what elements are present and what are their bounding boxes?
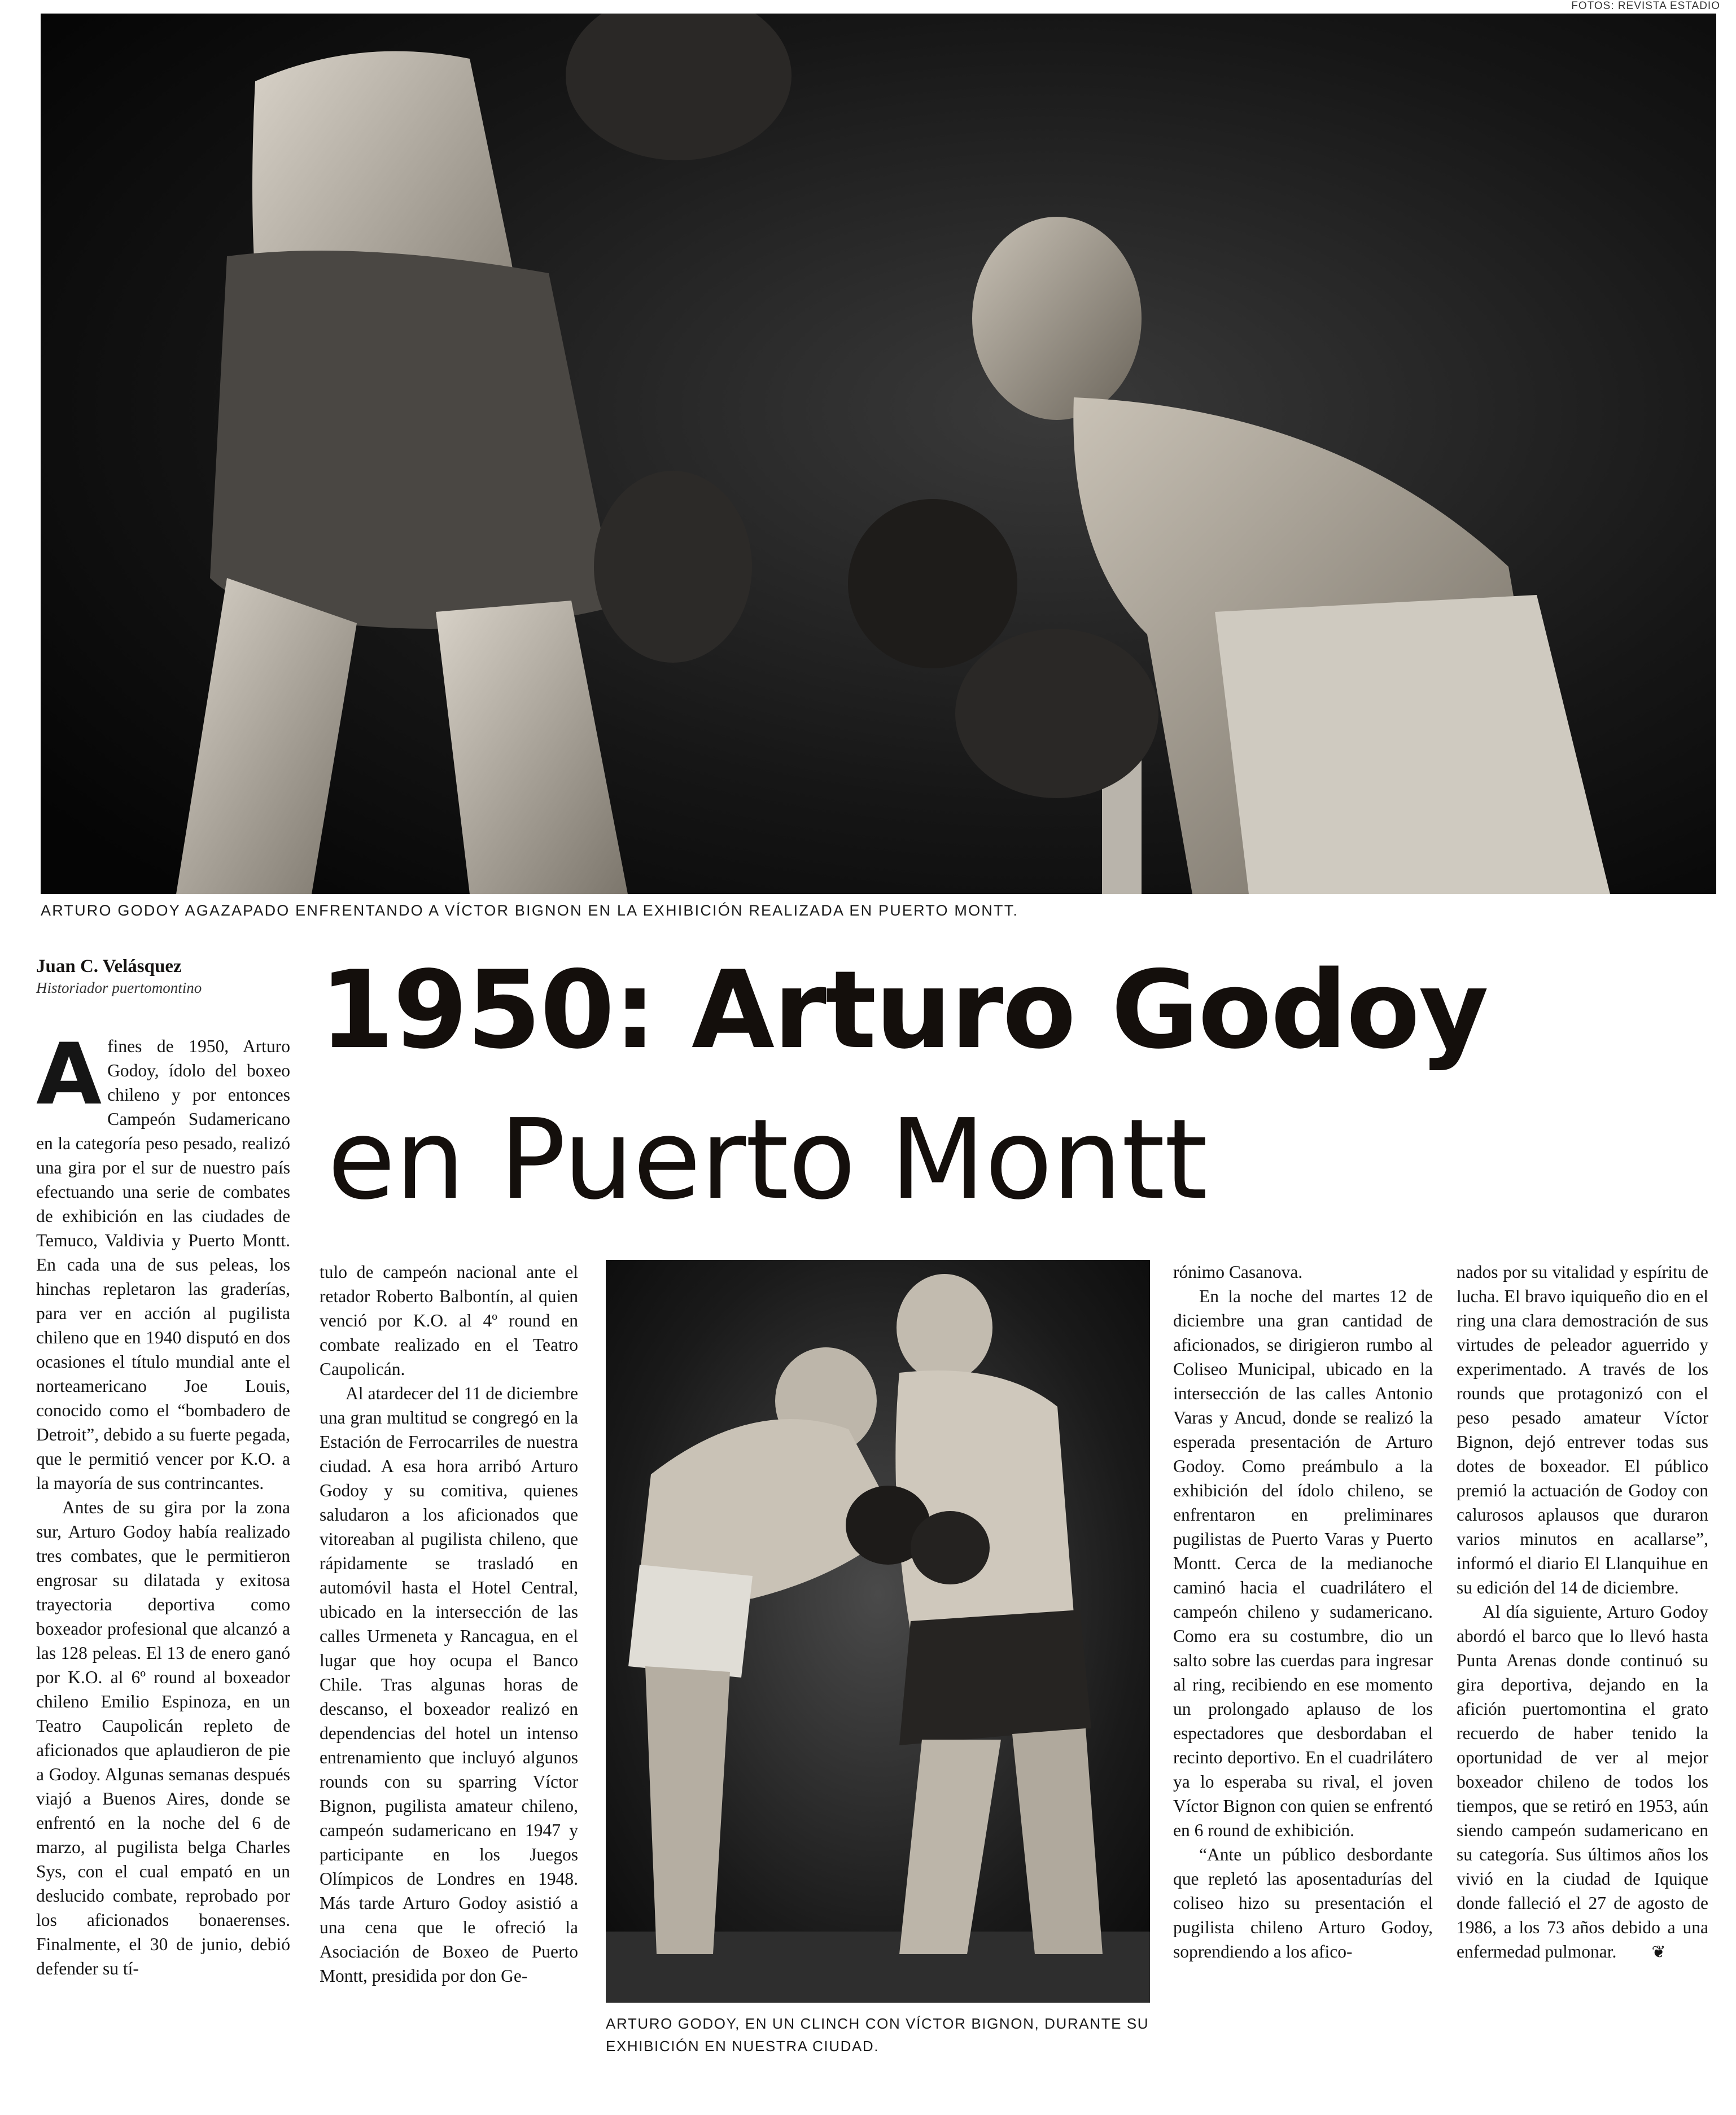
article-paragraph: Afines de 1950, Arturo Godoy, ídolo del boxeo chileno y por entonces Campeón Sudamericano en la categoría peso pesado, realizó una gira por el sur de nuestro país efectuando una serie de combates de exhibición en las ciudades de Temuco, Valdivia y Puerto Montt. En cada una de sus peleas, los hinchas repletaron las graderías, para ver en acción al pugilista chileno que en 1940 disputó en dos ocasiones el título mundial ante el norteamericano Joe Louis, conocido como el “bombadero de Detroit”, debido a su fuerte pegada, que le permitió vencer por K.O. a la mayoría de sus contrincantes. — [36, 1026, 290, 1493]
top-photo-caption: ARTURO GODOY AGAZAPADO ENFRENTANDO A VÍCTOR BIGNON EN LA EXHIBICIÓN REALIZADA EN PUERTO MONTT. — [41, 902, 1019, 919]
drop-cap: A — [36, 1026, 102, 1124]
article-paragraph: Al atardecer del 11 de diciembre una gran multitud se congregó en la Estación de Ferrocarriles de nuestra ciudad. A esa hora arribó Arturo Godoy y su comitiva, quienes saludaron a los aficionados que vitoreaban al pugilista chileno, que rápidamente se trasladó en automóvil hasta el Hotel Central, ubicado en la intersección de las calles Urmeneta y Rancagua, en el lugar que hoy ocupa el Banco Chile. Tras algunas horas de descanso, el boxeador realizó en dependencias del hotel un intenso entrenamiento que incluyó algunos rounds con su sparring Víctor Bignon, pugilista amateur chileno, campeón sudamericano en 1947 y participante en los Juegos Olímpicos de Londres en 1948. Más tarde Arturo Godoy asistió a una cena que le ofreció la Asociación de Boxeo de Puerto Montt, presidida por don Ge- — [320, 1383, 578, 1986]
author-role: Historiador puertomontino — [36, 979, 202, 996]
article-paragraph: tulo de campeón nacional ante el retador Roberto Balbontín, al quien venció por K.O. al 4º round en combate realizado en el Teatro Caupolicán. — [320, 1262, 578, 1379]
end-mark-icon: ❦ — [1651, 1942, 1666, 1962]
article-paragraph: Al día siguiente, Arturo Godoy abordó el barco que lo llevó hasta Punta Arenas donde continuó su gira deportiva, dejando en la afición puertomontina el grato recuerdo de haber tenido la oportunidad de ver al mejor boxeador chileno de todos los tiempos, que se retiró en 1953, aún siendo campeón sudamericano en su categoría. Sus últimos años los vivió en la ciudad de Iquique donde falleció el 27 de agosto de 1986, a los 73 años debido a una enfermedad pulmonar. ❦ — [1457, 1600, 1708, 1964]
byline — [36, 955, 202, 998]
article-column-4 — [1457, 1260, 1708, 1964]
article-column-2 — [320, 1260, 578, 1988]
clinch-photo-caption: ARTURO GODOY, EN UN CLINCH CON VÍCTOR BIGNON, DURANTE SU EXHIBICIÓN EN NUESTRA CIUDAD. — [606, 2015, 1149, 2055]
headline-line-1: 1950: Arturo Godoy — [320, 948, 1488, 1072]
article-paragraph: rónimo Casanova. — [1173, 1262, 1303, 1282]
photo-credit: FOTOS: REVISTA ESTADIO — [1571, 0, 1720, 12]
article-column-1 — [36, 1026, 290, 1981]
article-paragraph: Antes de su gira por la zona sur, Arturo Godoy había realizado tres combates, que le permitieron engrosar su dilatada y exitosa trayectoria deportiva como boxeador profesional que alcanzó a las 128 peleas. El 13 de enero ganó por K.O. al 6º round al boxeador chileno Emilio Espinoza, en un Teatro Caupolicán repleto de aficionados que aplaudieron de pie a Godoy. Algunas semanas después viajó a Buenos Aires, donde se enfrentó en la noche del 6 de marzo, al pugilista belga Charles Sys, con el cual empató en un deslucido combate, reprobado por los aficionados bonaerenses. Finalmente, el 30 de junio, debió defender su tí- — [36, 1497, 290, 1978]
author-name: Juan C. Velásquez — [36, 956, 182, 977]
top-boxing-photo — [41, 14, 1716, 894]
article-paragraph: “Ante un público desbordante que repletó las aposentadurías del coliseo hizo su presentación el pugilista chileno Arturo Godoy, soprendiendo a los afico- — [1173, 1845, 1433, 1961]
article-column-3 — [1173, 1260, 1433, 1964]
clinch-photo — [606, 1260, 1150, 2003]
article-paragraph: En la noche del martes 12 de diciembre una gran cantidad de aficionados, se dirigieron rumbo al Coliseo Municipal, ubicado en la intersección de las calles Antonio Varas y Ancud, donde se realizó la esperada presentación de Arturo Godoy. Como preámbulo a la exhibición del ídolo chileno, se enfrentaron en preliminares pugilistas de Puerto Varas y Puerto Montt. Cerca de la medianoche caminó hacia el cuadrilátero el campeón chileno y sudamericano. Como era su costumbre, dio un salto sobre las cuerdas para ingresar al ring, recibiendo en ese momento un prolongado aplauso de los espectadores que desbordaban el recinto deportivo. En el cuadrilátero ya lo esperaba su rival, el joven Víctor Bignon con quien se enfrentó en 6 round de exhibición. — [1173, 1286, 1433, 1840]
headline-line-2: en Puerto Montt — [327, 1096, 1208, 1224]
article-paragraph: nados por su vitalidad y espíritu de lucha. El bravo iquiqueño dio en el ring una clara demostración de sus virtudes de peleador aguerrido y experimentado. A través de los rounds que protagonizó con el peso pesado amateur Víctor Bignon, dejó entrever todas sus dotes de boxeador. El público premió la actuación de Godoy con calurosos aplausos que duraron varios minutos en acallarse”, informó el diario El Llanquihue en su edición del 14 de diciembre. — [1457, 1262, 1708, 1597]
